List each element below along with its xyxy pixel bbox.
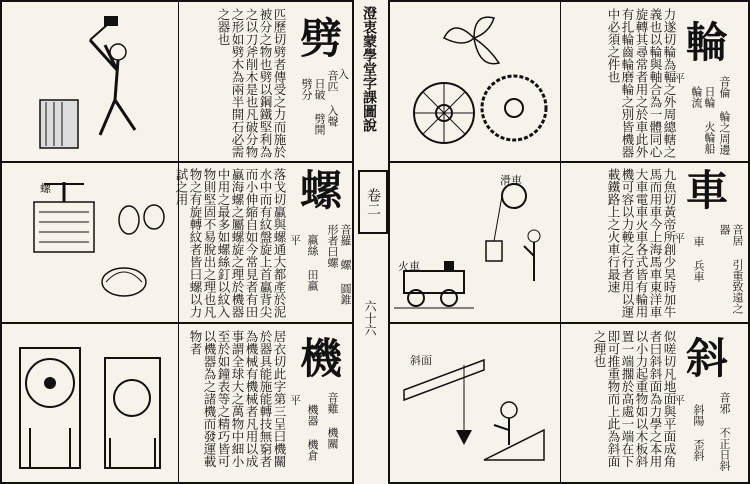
- tone-lun: 平: [674, 72, 685, 85]
- divider-right-vertical: [560, 0, 561, 484]
- divider-left-1: [0, 161, 352, 163]
- tone-ji: 平: [290, 394, 301, 407]
- machine-illustration: [10, 328, 175, 478]
- pulley-train-illustration: [394, 166, 554, 316]
- gloss-pi: 日破 劈開 劈分: [300, 78, 326, 135]
- body-luo: 落戈切蠃與螺通大都產於泥水中而有紋盤旋上首蠃背尖而小伸縮自如今常見者有田蠃海螺之屬螺旋之理於機器中用之最多如螺絲釘以紋入物則堅固不易脫出之理也凡物之有旋轉紋者皆曰螺以力試之用: [174, 168, 287, 318]
- gloss-luo: 蠃絲 田蠃: [306, 234, 319, 291]
- body-ji: 居衣切此字第三呈曰機關於器具能施能轉技無窮者為機械有機械者凡用以成事謂全球大之萬物中細小至於如鐘表等之精巧皆可以機器為之諸機而發運載物者: [188, 330, 287, 468]
- tone-luo: 平: [290, 234, 301, 247]
- divider-right-2: [388, 322, 750, 324]
- reading-xie: 音邪 不正日斜: [718, 392, 731, 471]
- char-lun: 輪: [686, 18, 729, 67]
- char-pi: 劈: [300, 14, 343, 63]
- reading-pi: 音匹 入聲: [326, 70, 339, 127]
- body-xie: 似嗟切凡地面與平面成角者曰斜斜面為力學之本用以小力起重物如以木板斜置一端擱於高處一端在下即可推重物而上此為斜面之理也: [592, 330, 677, 468]
- gloss-xie: 斜陽 歪斜: [692, 404, 705, 461]
- label-pulley: 滑車: [500, 174, 522, 187]
- divider-left-2: [0, 322, 352, 324]
- tone-che: 平: [674, 232, 685, 245]
- gloss-lun: 日輪 火輪船 輪流: [690, 86, 716, 154]
- body-lun: 力遂切輪為輻之外周總轄之義也以輪與軸合為一體同心旋轉其尋常者用之於車此外有扎輪齒輪磨輪之別皆機器中必須之件也: [606, 8, 677, 158]
- wheels-illustration: [394, 8, 554, 156]
- label-train: 火車: [398, 260, 420, 273]
- label-screw: 螺: [40, 182, 51, 195]
- reading-ji: 音雞 機關: [326, 392, 339, 449]
- char-xie: 斜: [686, 334, 729, 383]
- label-incline: 斜面: [410, 354, 432, 367]
- tone-xie: 平: [674, 394, 685, 407]
- gloss-ji: 機器 機倉: [306, 404, 319, 461]
- body-pi: 匹歷切劈者傳受之力而施於被分之物也劈以鋼鐵堅利為之以刀斧削木是也凡破分物之形如劈木為兩半開石必需之器也: [216, 8, 287, 158]
- reading-lun: 音倫 輪之周邊: [718, 76, 731, 155]
- woodcutter-illustration: [20, 10, 170, 155]
- body-che: 九魚切黃帝所創少昊時加牛馬而用車今上海馬車東洋車大車電車火車各式皆有輪用機可容以力輓之行者用以運載鐵路上之火車行最速: [606, 168, 677, 318]
- reading-che: 音居 引重致遠之器: [718, 224, 744, 314]
- divider-left-vertical: [178, 0, 179, 484]
- left-border: [0, 0, 2, 484]
- tone-pi: 入: [338, 68, 349, 81]
- screw-press-illustration: [14, 172, 174, 317]
- gloss-che: 車 兵車: [692, 236, 705, 282]
- char-luo: 螺: [300, 166, 343, 215]
- reading-luo: 音羅 螺 圓錐形者曰螺: [326, 224, 352, 305]
- divider-right-1: [388, 161, 750, 163]
- char-ji: 機: [300, 334, 343, 383]
- char-che: 車: [686, 166, 729, 215]
- book-title: 澄衷蒙學堂字課圖說: [361, 6, 377, 132]
- page-number: 六十六: [363, 300, 377, 336]
- volume-label: 卷二: [358, 170, 388, 234]
- book-spine: [352, 0, 390, 484]
